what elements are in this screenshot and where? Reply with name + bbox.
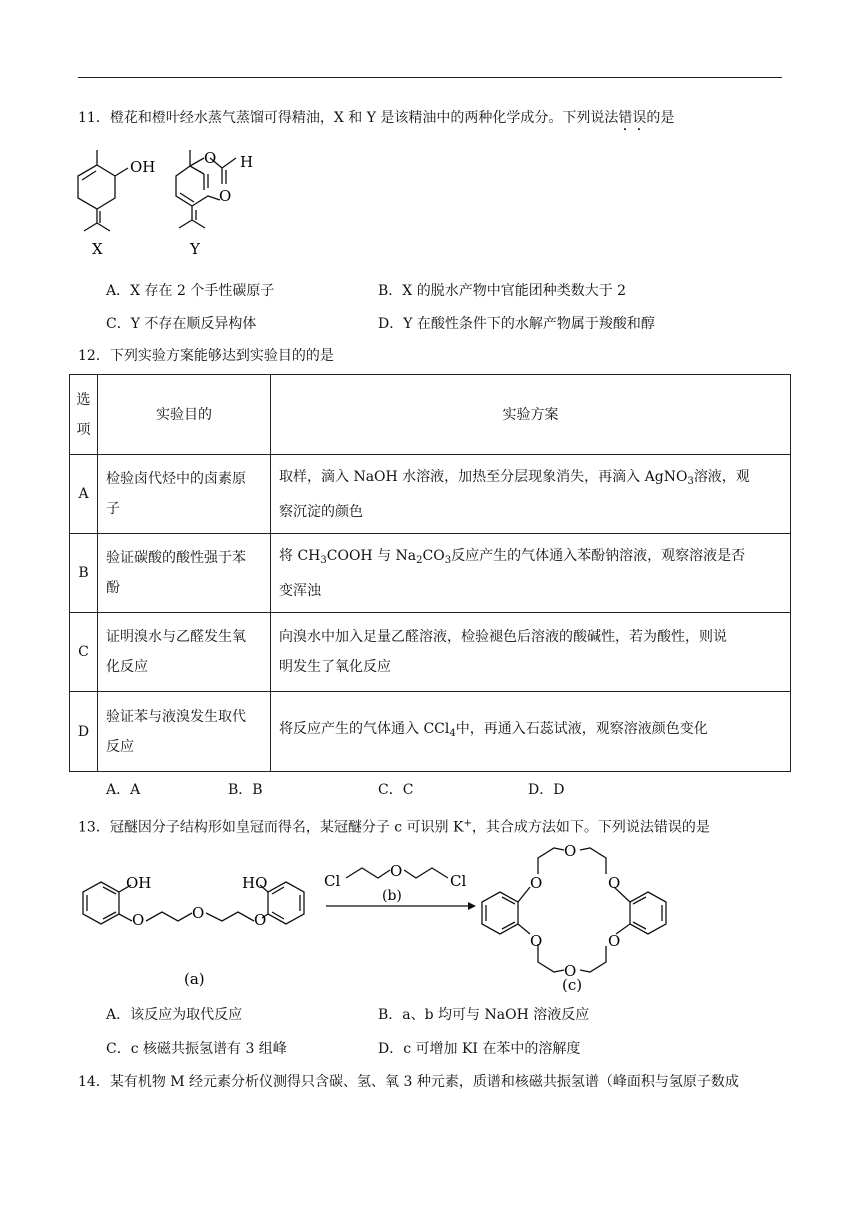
svg-text:HO: HO <box>242 874 268 892</box>
svg-text:O: O <box>204 149 217 167</box>
row-plan: 取样，滴入 NaOH 水溶液，加热至分层现象消失，再滴入 AgNO$_3$溶液，观 察沉淀的颜色 <box>271 455 791 534</box>
row-plan: 向溴水中加入足量乙醛溶液，检验褪色后溶液的酸碱性，若为酸性，则说 明发生了氧化反应 <box>271 613 791 692</box>
svg-text:Cl: Cl <box>324 872 341 890</box>
svg-text:O: O <box>192 904 205 922</box>
row-option: A <box>70 455 98 534</box>
svg-text:O: O <box>530 874 543 892</box>
row-plan: 将 $CH_3COOH$ 与 $Na_2CO_3$反应产生的气体通入苯酚钠溶液，观察溶液是否 变浑浊 <box>271 534 791 613</box>
q13-option-c[interactable]: C．c 核磁共振氢谱有 3 组峰 <box>106 1041 287 1057</box>
svg-text:O: O <box>254 911 267 929</box>
svg-text:O: O <box>390 862 403 880</box>
q13-option-a[interactable]: A．该反应为取代反应 <box>106 1007 243 1023</box>
q13-option-d[interactable]: D．c 可增加 KI 在苯中的溶解度 <box>378 1041 581 1057</box>
svg-text:O: O <box>608 874 621 892</box>
table-row <box>70 692 791 772</box>
q11-option-d[interactable]: D．Y 在酸性条件下的水解产物属于羧酸和醇 <box>378 316 655 332</box>
row-goal: 检验卤代烃中的卤素原 子 <box>98 455 271 534</box>
q11-option-c[interactable]: C．Y 不存在顺反异构体 <box>106 316 257 332</box>
q12-option-d[interactable]: D．D <box>528 782 565 798</box>
svg-text:O: O <box>530 932 543 950</box>
svg-text:X: X <box>92 240 103 258</box>
q12-option-c[interactable]: C．C <box>378 782 414 798</box>
svg-text:H: H <box>240 153 254 171</box>
experiment-table <box>69 374 791 772</box>
table-row <box>70 534 791 613</box>
svg-text:O: O <box>608 932 621 950</box>
row-option: D <box>70 692 98 772</box>
q12-option-b[interactable]: B．B <box>228 782 263 798</box>
svg-text:Cl: Cl <box>450 872 467 890</box>
svg-text:OH: OH <box>130 158 156 176</box>
q13-synthesis-scheme <box>76 842 696 992</box>
row-goal: 证明溴水与乙醛发生氧 化反应 <box>98 613 271 692</box>
svg-text:(a): (a) <box>184 970 205 988</box>
q13-stem: 13．冠醚因分子结构形如皇冠而得名，某冠醚分子 c 可识别 K+，其合成方法如下。下列说法错误的是 <box>78 818 710 836</box>
table-header-row <box>70 375 791 455</box>
header-goal: 实验目的 <box>98 375 271 455</box>
svg-text:(b): (b) <box>382 888 402 904</box>
q12-option-a[interactable]: A．A <box>106 782 141 798</box>
q12-stem: 12．下列实验方案能够达到实验目的的是 <box>78 348 334 364</box>
svg-text:Y: Y <box>190 240 200 258</box>
row-option: C <box>70 613 98 692</box>
svg-text:(c): (c) <box>562 976 583 992</box>
row-goal: 验证苯与液溴发生取代 反应 <box>98 692 271 772</box>
svg-text:O: O <box>564 842 577 860</box>
row-goal: 验证碳酸的酸性强于苯 酚 <box>98 534 271 613</box>
q11-option-a[interactable]: A．X 存在 2 个手性碳原子 <box>106 283 275 299</box>
header-rule <box>78 77 782 78</box>
svg-text:OH: OH <box>126 874 152 892</box>
q11-option-b[interactable]: B．X 的脱水产物中官能团种类数大于 2 <box>378 283 627 299</box>
header-option: 选 项 <box>70 375 98 455</box>
table-row <box>70 455 791 534</box>
table-row <box>70 613 791 692</box>
q11-stem: 11．橙花和橙叶经水蒸气蒸馏可得精油，X 和 Y 是该精油中的两种化学成分。下列说法错误的是 <box>78 110 675 126</box>
row-plan: 将反应产生的气体通入 CCl$_4$中，再通入石蕊试液，观察溶液颜色变化 <box>271 692 791 772</box>
q11-structures <box>70 140 280 265</box>
q13-option-b[interactable]: B．a、b 均可与 NaOH 溶液反应 <box>378 1007 590 1023</box>
svg-text:O: O <box>219 187 232 205</box>
header-plan: 实验方案 <box>271 375 791 455</box>
svg-text:O: O <box>564 962 577 980</box>
svg-text:O: O <box>132 911 145 929</box>
row-option: B <box>70 534 98 613</box>
q14-stem: 14．某有机物 M 经元素分析仪测得只含碳、氢、氧 3 种元素，质谱和核磁共振氢谱（峰面积与氢原子数成 <box>78 1074 739 1090</box>
